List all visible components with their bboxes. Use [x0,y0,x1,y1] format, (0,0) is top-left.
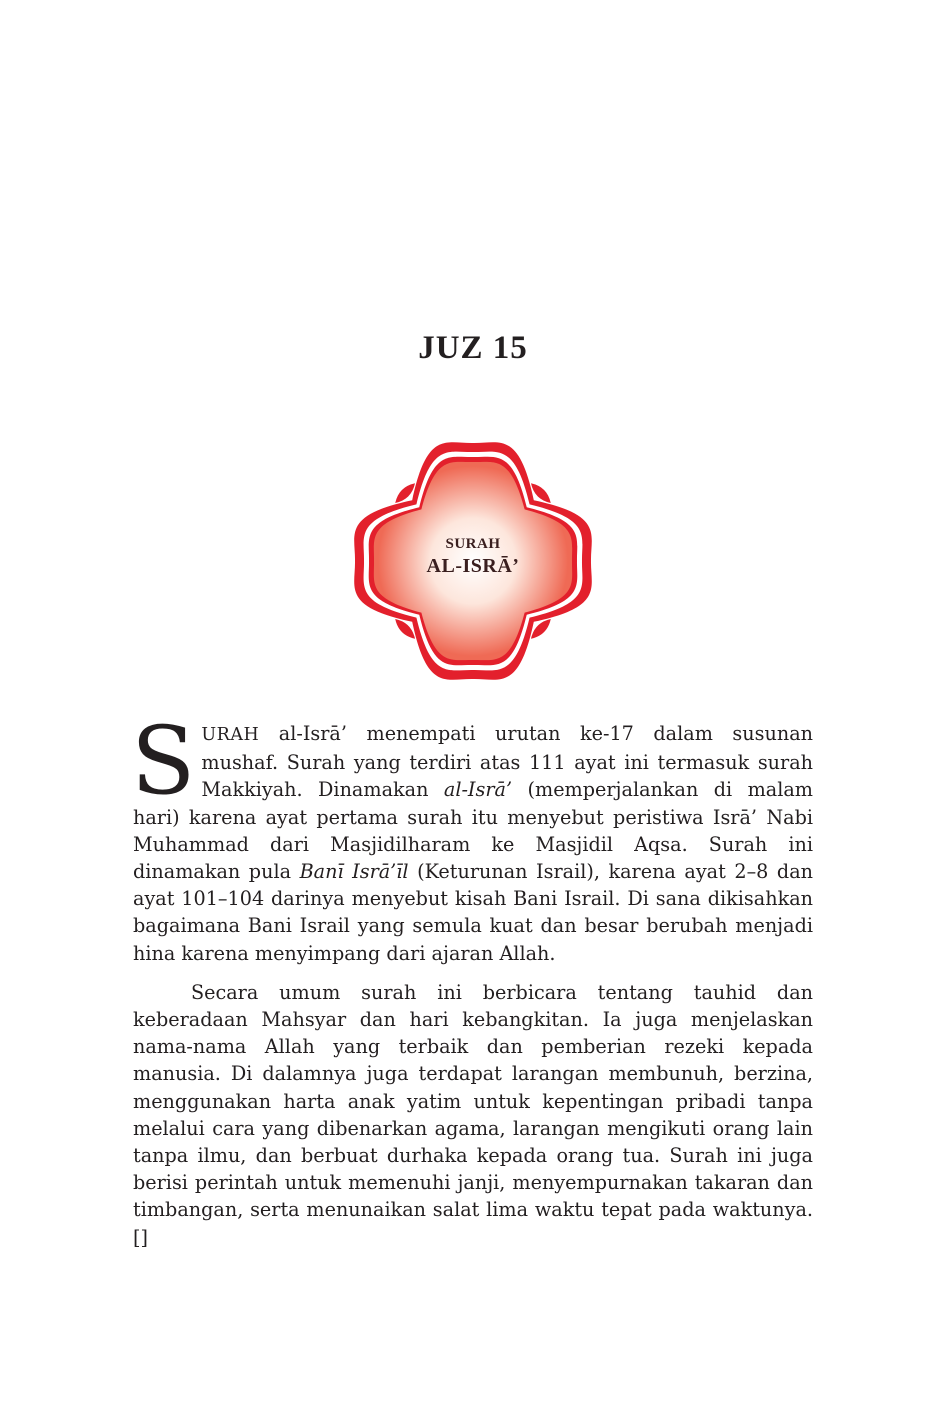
paragraph-intro [131,707,813,967]
emblem-surah-name: AL-ISRĀ’ [426,555,520,577]
intro-text-3: (Keturunan Israil), karena ayat 2–8 dan ayat 101–104 darinya menyebut kisah Bani Israil. Di sana dikisahkan bagaimana Bani Israil yang semula kuat dan besar berubah menjadi hina karena menyimpang dari ajaran Allah. [133,860,813,965]
intro-text-2: (memperjalankan di malam hari) karena ayat pertama surah itu menyebut peristiwa Isrā’ Nabi Muhammad dari Masjidilharam ke Masjidil Aqsa. Surah ini dinamakan pula [133,778,813,884]
juz-title: JUZ 15 [418,330,528,366]
emblem-surah-label: SURAH [445,536,501,552]
emblem-caption [352,536,594,578]
lead-smallcaps: URAH [201,725,260,745]
content-text: Secara umum surah ini berbicara tentang tauhid dan keberadaan Mahsyar dan hari kebangkitan. Ia juga menjelaskan nama-nama Allah yang terbaik dan pemberian rezeki kepada manusia. Di dalamnya juga terdapat larangan membunuh, berzina, menggunakan harta anak yatim untuk kepentingan pribadi tanpa melalui cara yang dibenarkan agama, larangan mengikuti orang lain tanpa ilmu, dan berbuat durhaka kepada orang tua. Surah ini juga berisi perintah untuk memenuhi janji, menyempurnakan takaran dan timbangan, serta menunaikan salat lima waktu tepat pada waktunya. [] [133,980,813,1249]
intro-text-1: al-Isrā’ menempati urutan ke-17 dalam susunan mushaf. Surah yang terdiri atas 111 ayat ini termasuk surah Makkiyah. Dinamakan [201,722,813,802]
intro-italic-1: al-Isrā’ [443,778,513,802]
intro-italic-2: Banī Isrā’īl [299,860,409,884]
surah-description [131,707,813,1251]
paragraph-content [133,979,813,1251]
surah-emblem [352,440,594,682]
drop-cap: S [131,707,196,816]
